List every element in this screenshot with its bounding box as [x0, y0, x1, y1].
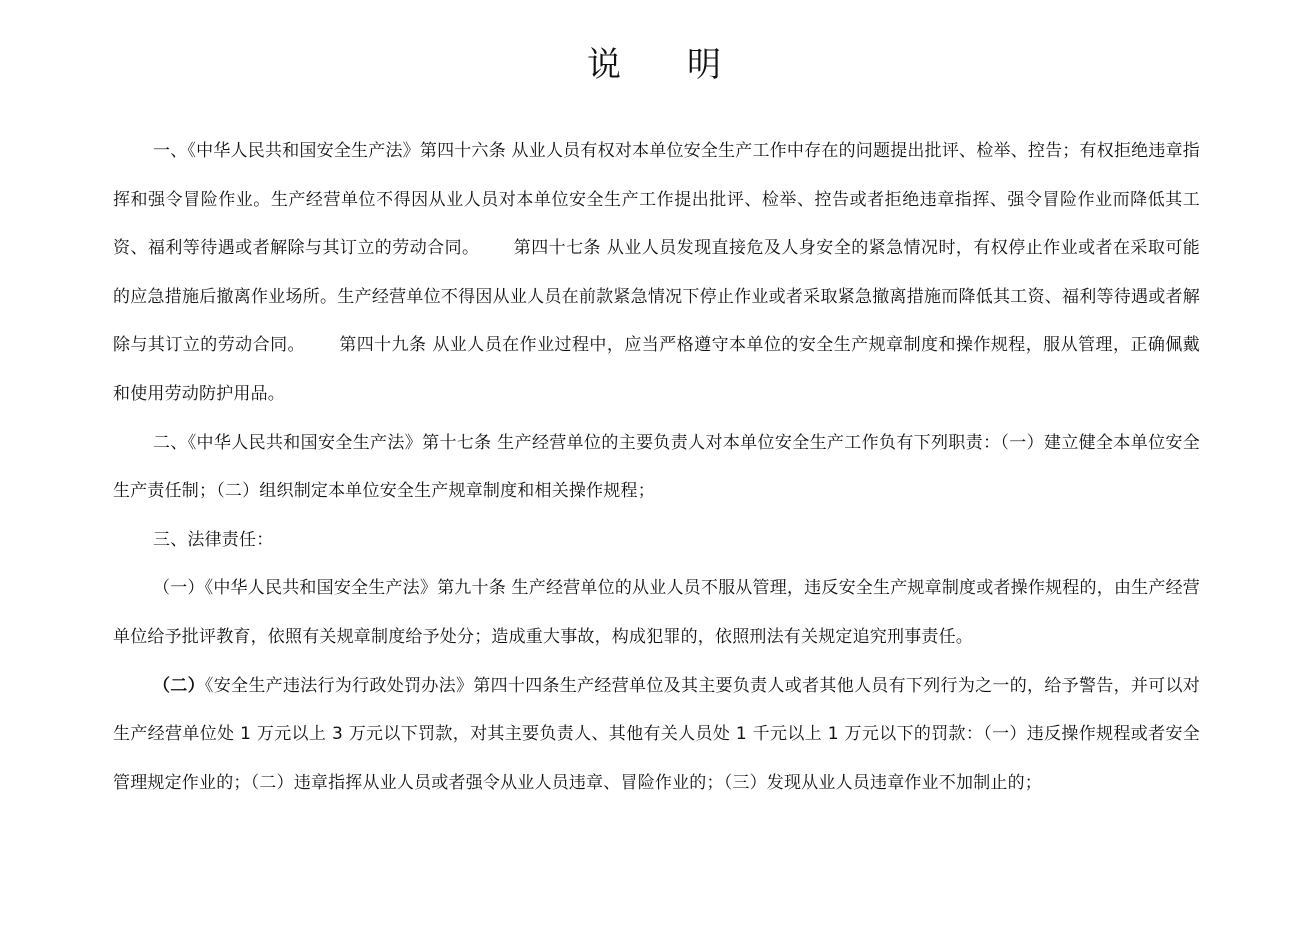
section-3-item-2: [113, 662, 1200, 808]
title-char-1: 说: [587, 45, 623, 85]
section-3-item-2-label: （二）: [153, 675, 205, 696]
section-3-item-1: （一）《中华人民共和国安全生产法》第九十条 生产经营单位的从业人员不服从管理，违反安全生产规章制度或者操作规程的，由生产经营单位给予批评教育，依照有关规章制度给予处分；造成重大事故，构成犯罪的，依照刑法有关规定追究刑事责任。: [113, 578, 1200, 647]
section-1-part-1: 一、《中华人民共和国安全生产法》第四十六条 从业人员有权对本单位安全生产工作中存在的问题提出批评、检举、控告；有权拒绝违章指挥和强令冒险作业。生产经营单位不得因从业人员对本单位安全生产工作提出批评、检举、控告或者拒绝违章指挥、强令冒险作业而降低其工资、福利等待遇或者解除与其订立的劳动合同。: [113, 141, 1200, 259]
paragraph-section-2: 二、《中华人民共和国安全生产法》第十七条 生产经营单位的主要负责人对本单位安全生产工作负有下列职责：（一）建立健全本单位安全生产责任制；（二）组织制定本单位安全生产规章制度和相关操作规程；: [113, 432, 1200, 502]
section-3-item-2-text: 《安全生产违法行为行政处罚办法》第四十四条生产经营单位及其主要负责人或者其他人员有下列行为之一的，给予警告，并可以对生产经营单位处 1 万元以上 3 万元以下罚款，对其主要负责人、其他有关人员处 1 千元以上 1 万元以下的罚款：（一）违反操作规程或者安全管理规定作业的；（二）违章指挥从业人员或者强令从业人员违章、冒险作业的；（三）发现从业人员违章作业不加制止的；: [113, 675, 1200, 793]
paragraph-section-1: [113, 127, 1200, 419]
page-title: [0, 40, 1310, 90]
section-1-part-2: 第四十七条 从业人员发现直接危及人身安全的紧急情况时，有权停止作业或者在采取可能的应急措施后撤离作业场所。生产经营单位不得因从业人员在前款紧急情况下停止作业或者采取紧急撤离措施而降低其工资、福利等待遇或者解除与其订立的劳动合同。: [113, 238, 1200, 356]
section-3-heading: 三、法律责任：: [153, 529, 274, 550]
title-char-2: 明: [687, 45, 723, 85]
document-body: [113, 127, 1200, 807]
section-1-part-3: 第四十九条 从业人员在作业过程中，应当严格遵守本单位的安全生产规章制度和操作规程，服从管理，正确佩戴和使用劳动防护用品。: [113, 335, 1201, 404]
